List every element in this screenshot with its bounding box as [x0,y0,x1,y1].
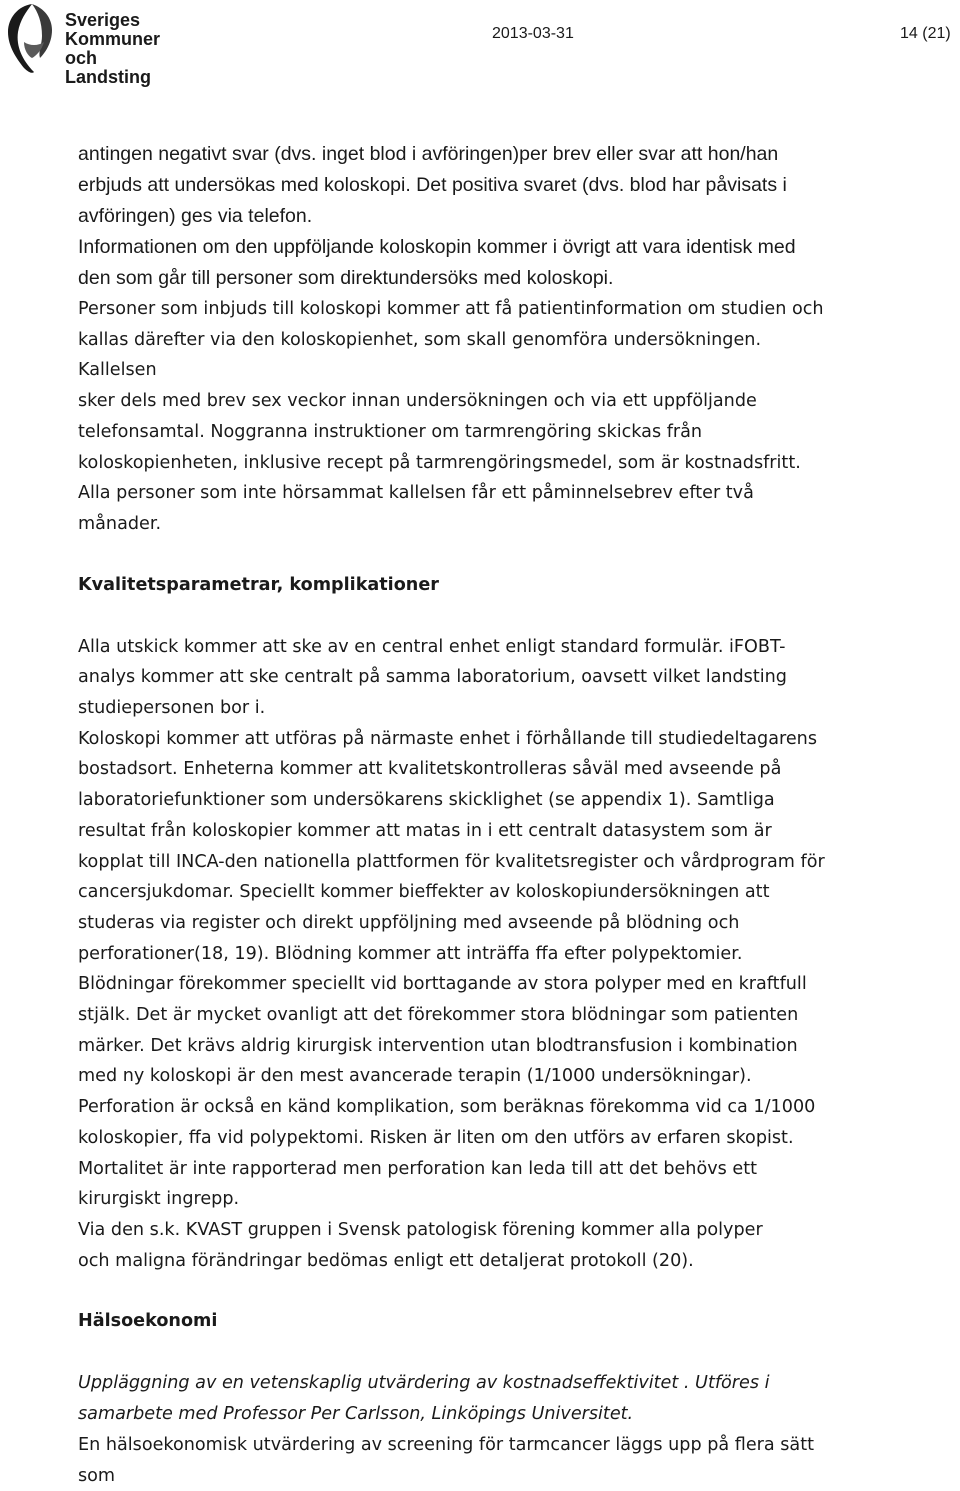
logo-line: och Landsting [65,49,182,87]
text-line: studeras via register och direkt uppföljning med avseende på blödning och [78,908,958,939]
text-line: månader. [78,509,958,540]
text-line: kopplat till INCA-den nationella plattformen för kvalitetsregister och vårdprogram för [78,847,958,878]
text-line: antingen negativt svar (dvs. inget blod i avföringen)per brev eller svar att hon/han [78,139,958,170]
text-line: Mortalitet är inte rapporterad men perforation kan leda till att det behövs ett [78,1154,958,1185]
text-line: Blödningar förekommer speciellt vid borttagande av stora polyper med en kraftfull [78,969,958,1000]
quality-paragraph [78,632,958,1277]
text-line: koloskopienheten, inklusive recept på tarmrengöringsmedel, som är kostnadsfritt. [78,448,958,479]
section-heading-quality: Kvalitetsparametrar, komplikationer [78,570,958,601]
text-line: Kallelsen [78,355,958,386]
text-line: den som går till personer som direktundersöks med koloskopi. [78,263,958,294]
section-heading-health-economics: Hälsoekonomi [78,1306,958,1337]
text-line: bostadsort. Enheterna kommer att kvalitetskontrolleras såväl med avseende på [78,754,958,785]
text-line: Alla utskick kommer att ske av en central enhet enligt standard formulär. iFOBT- [78,632,958,663]
intro-paragraph [78,139,958,294]
logo-emblem-icon [2,2,62,74]
text-line: cancersjukdomar. Speciellt kommer bieffekter av koloskopiundersökningen att [78,877,958,908]
text-line: och maligna förändringar bedömas enligt ett detaljerat protokoll (20). [78,1246,958,1277]
text-line: resultat från koloskopier kommer att matas in i ett centralt datasystem som är [78,816,958,847]
text-line: med ny koloskopi är den mest avancerade terapin (1/1000 undersökningar). [78,1061,958,1092]
text-line: samarbete med Professor Per Carlsson, Linköpings Universitet. [78,1399,958,1430]
text-line: Via den s.k. KVAST gruppen i Svensk patologisk förening kommer alla polyper [78,1215,958,1246]
logo-line: Kommuner [65,30,182,49]
text-line: perforationer(18, 19). Blödning kommer att inträffa ffa efter polypektomier. [78,939,958,970]
text-line: Koloskopi kommer att utföras på närmaste enhet i förhållande till studiedeltagarens [78,724,958,755]
text-line: koloskopier, ffa vid polypektomi. Risken är liten om den utförs av erfaren skopist. [78,1123,958,1154]
text-line: erbjuds att undersökas med koloskopi. Det positiva svaret (dvs. blod har påvisats i [78,170,958,201]
text-line: Informationen om den uppföljande koloskopin kommer i övrigt att vara identisk med [78,232,958,263]
organization-logo [2,2,182,74]
text-line: telefonsamtal. Noggranna instruktioner om tarmrengöring skickas från [78,417,958,448]
text-line: studiepersonen bor i. [78,693,958,724]
document-body [78,139,958,1491]
text-line: sker dels med brev sex veckor innan undersökningen och via ett uppföljande [78,386,958,417]
page-header [0,0,960,80]
text-line: Perforation är också en känd komplikation, som beräknas förekomma vid ca 1/1000 [78,1092,958,1123]
logo-text [65,11,182,87]
page-number: 14 (21) [900,25,960,43]
italic-paragraph [78,1368,958,1429]
text-line: som [78,1461,958,1491]
text-line: analys kommer att ske centralt på samma laboratorium, oavsett vilket landsting [78,662,958,693]
document-date: 2013-03-31 [492,25,574,43]
text-line: Personer som inbjuds till koloskopi kommer att få patientinformation om studien och [78,294,958,325]
text-line: stjälk. Det är mycket ovanligt att det förekommer stora blödningar som patienten [78,1000,958,1031]
text-line: kallas därefter via den koloskopienhet, som skall genomföra undersökningen. [78,325,958,356]
text-line: laboratoriefunktioner som undersökarens skicklighet (se appendix 1). Samtliga [78,785,958,816]
text-line: kirurgiskt ingrepp. [78,1184,958,1215]
text-line: avföringen) ges via telefon. [78,201,958,232]
text-line: märker. Det krävs aldrig kirurgisk intervention utan blodtransfusion i kombination [78,1031,958,1062]
invitation-paragraph [78,294,958,540]
text-line: Alla personer som inte hörsammat kallelsen får ett påminnelsebrev efter två [78,478,958,509]
text-line: Uppläggning av en vetenskaplig utvärdering av kostnadseffektivitet . Utföres i [78,1368,958,1399]
text-line: En hälsoekonomisk utvärdering av screening för tarmcancer läggs upp på flera sätt [78,1430,958,1461]
logo-line: Sveriges [65,11,182,30]
